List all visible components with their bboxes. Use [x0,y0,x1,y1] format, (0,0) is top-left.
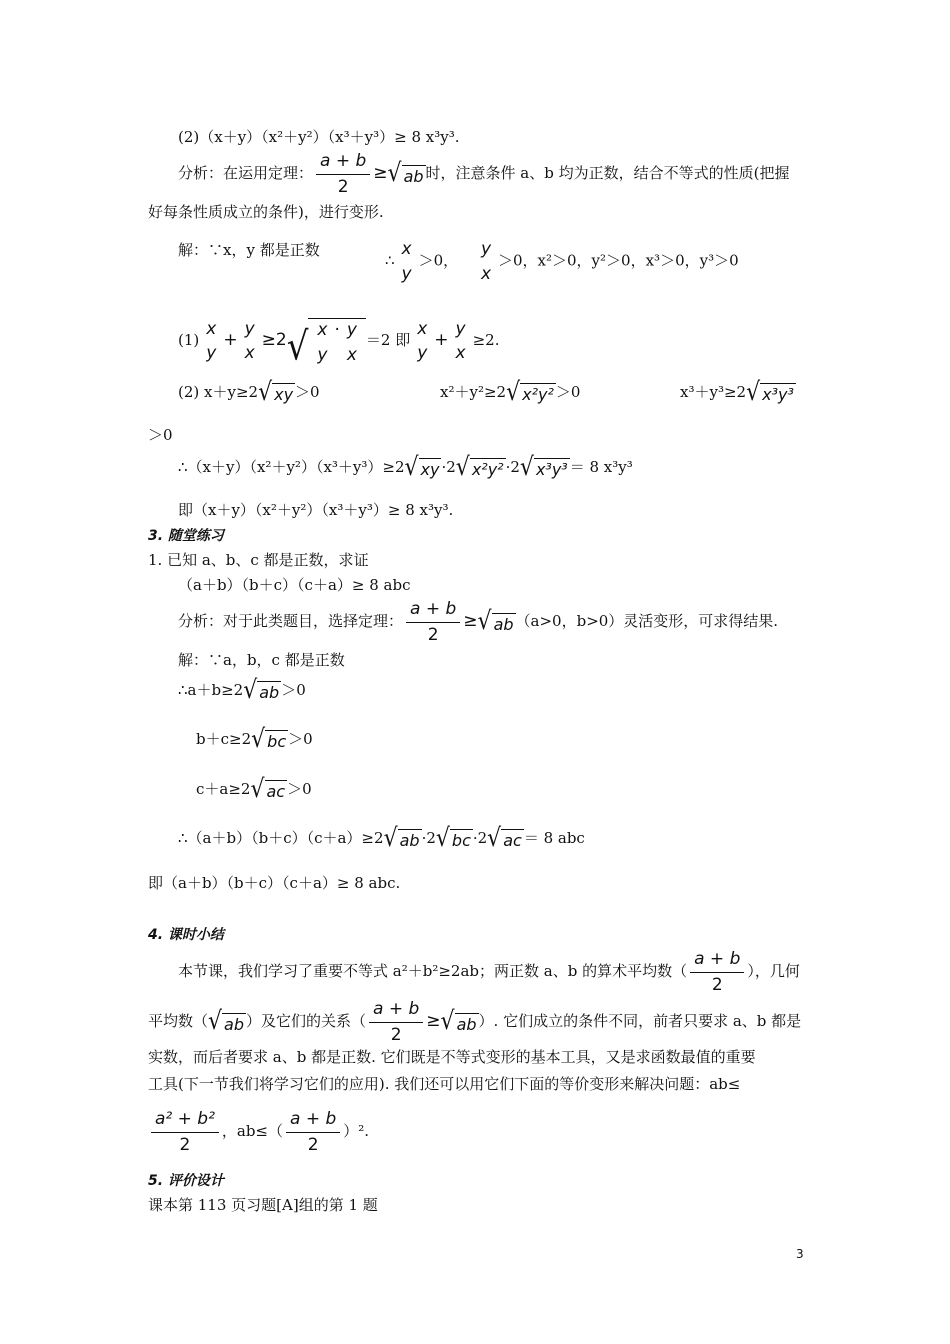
sqrt: √ ab [387,159,424,188]
text-span: ＝ 8 abc [523,829,585,847]
sqrt: √ x y · y x [287,318,366,364]
dot-symbol: · [334,320,340,340]
denominator: 2 [337,176,349,197]
denominator: y [317,344,328,365]
fraction [369,1000,423,1044]
therefore-symbol: ∴ [385,251,395,270]
radicand: x²y² [522,385,554,405]
text-span: 平均数（ [148,1012,209,1031]
text-line [440,378,581,407]
sqrt: √ x³y³ [746,378,794,407]
sqrt: √ x²y² [455,453,504,482]
sqrt: √ ab [477,607,514,636]
numerator: y [455,318,466,339]
fraction [241,320,259,363]
numerator: a + b [316,152,370,175]
radicand: ac [266,782,286,802]
radicand: ab [403,166,424,186]
text-span: ∴（a＋b）（b＋c）（c＋a）≥2 [178,829,384,847]
text-span: ），几何 [747,962,800,981]
text-span: ·2 [505,458,520,476]
denominator: 2 [179,1134,191,1155]
sqrt: √ ab [383,824,420,853]
numerator: a + b [369,1000,423,1023]
text-line [385,240,739,283]
text-span: ＞0， [418,251,459,270]
numerator: a + b [286,1110,340,1133]
sqrt: √ ac [250,775,286,804]
sqrt: √ xy [258,378,294,407]
ge-symbol: ≥ [261,330,276,351]
radicand: x²y² [471,460,504,480]
text-line: 解：∵x，y 都是正数 [178,241,320,259]
text-span: ）². [343,1122,370,1141]
text-span: ·2 [472,829,488,847]
radicand: ab [259,683,280,703]
text-line: （a＋b）（b＋c）（c＋a）≥ 8 abc [178,576,411,594]
sqrt: √ ab [243,676,280,705]
text-line [178,676,306,705]
text-span: 分析：对于此类题目，选择定理： [178,612,404,631]
numerator: y [346,320,357,340]
sqrt: √ ac [487,824,522,853]
fraction [406,600,460,644]
text-line [178,453,633,482]
denominator: y [401,263,412,284]
text-span: ∴a＋b≥2 [178,681,244,699]
numerator: y [480,239,491,259]
text-line: 工具(下一节我们将学习它们的应用). 我们还可以用它们下面的等价变形来解决问题：ab≤ [148,1075,741,1093]
text-line [178,152,789,196]
text-line: (1) x y + y x ≥2 √ x y · y x ＝2 即 x y + y x ≥2. [178,318,500,371]
text-span: (2) x＋y≥2 [178,383,259,401]
text-line: 即（a＋b）（b＋c）（c＋a）≥ 8 abc. [148,874,401,892]
text-span: ＞0 [281,681,306,699]
ge-symbol: ≥ [426,1011,441,1032]
numerator: x [206,318,217,339]
denominator: 2 [427,624,439,645]
text-span: 时，注意条件 a、b 均为正数，结合不等式的性质(把握 [425,164,790,183]
fraction [202,320,220,363]
text-span: ·2 [421,829,436,847]
fraction [316,152,370,196]
ge-symbol: ≥ [373,163,388,184]
denominator: x [480,263,491,284]
text-span: b＋c≥2 [196,730,252,748]
fraction [452,320,470,363]
fraction [690,950,744,994]
sqrt: √ ab [208,1007,245,1036]
text-line: 1. 已知 a、b、c 都是正数，求证 [148,551,369,569]
text-span: x³＋y³≥2 [680,383,747,401]
radicand: ab [493,614,514,634]
text-line: 解：∵a，b，c 都是正数 [178,651,345,669]
denominator: 2 [307,1134,319,1155]
numerator: x [401,239,412,259]
fraction [398,240,416,283]
text-span: ·2 [441,458,456,476]
plus-symbol: + [434,330,449,351]
radicand: xy [274,385,294,405]
numerator: y [244,318,255,339]
text-line [178,950,800,994]
numerator: a² + b² [151,1110,219,1133]
text-line [148,1110,369,1154]
sqrt: √ bc [435,824,471,853]
section-heading: 4. 课时小结 [148,927,224,943]
fraction [477,240,495,283]
radicand: bc [267,732,287,752]
fraction [413,320,431,363]
numerator: x [317,320,328,340]
text-line: 课本第 113 页习题[A]组的第 1 题 [148,1196,378,1214]
text-span: ＞0 [287,780,312,798]
text-span: ）. 它们成立的条件不同，前者只要求 a、b 都是 [478,1012,802,1031]
text-line: 好每条性质成立的条件)，进行变形. [148,203,384,221]
text-line [196,775,312,804]
numerator: a + b [406,600,460,623]
numerator: a + b [690,950,744,973]
sqrt: √ xy [404,453,440,482]
text-line [680,378,796,407]
denominator: y [206,343,217,364]
text-span: (1) [178,331,200,350]
text-span: c＋a≥2 [196,780,251,798]
radicand: ab [224,1014,245,1034]
text-span: ＞0 [555,383,581,401]
text-span: 本节课，我们学习了重要不等式 a²＋b²≥2ab；两正数 a、b 的算术平均数（ [178,962,688,981]
denominator: x [244,343,255,364]
text-line [178,824,585,853]
denominator: x [346,344,357,365]
fraction [313,321,331,364]
text-span: 分析：在运用定理： [178,164,314,183]
text-span: ＝ 8 x³y³ [569,458,633,476]
sqrt: √ x²y² [506,378,554,407]
radicand: x³y³ [762,385,794,405]
text-span: ＞0 [295,383,320,401]
plus-symbol: + [223,330,238,351]
numerator: x [417,318,428,339]
text-span: ）及它们的关系（ [246,1012,367,1031]
denominator: 2 [711,974,723,995]
text-line: 即（x＋y）（x²＋y²）（x³＋y³）≥ 8 x³y³. [178,501,454,519]
text-line [178,378,320,407]
denominator: 2 [390,1024,402,1045]
text-span: ＞0 [288,730,313,748]
radicand: ac [503,831,522,851]
sqrt: √ ab [440,1007,477,1036]
section-heading: 5. 评价设计 [148,1173,224,1189]
radicand: bc [451,831,471,851]
page-number: 3 [796,1247,804,1261]
fraction [286,1110,340,1154]
denominator: x [455,343,466,364]
text-line: (2)（x＋y）（x²＋y²）（x³＋y³）≥ 8 x³y³. [178,128,460,146]
radicand: xy [420,460,440,480]
text-span: （a>0，b>0）灵活变形，可求得结果. [515,612,779,631]
text-line: 实数，而后者要求 a、b 都是正数. 它们既是不等式变形的基本工具，又是求函数最值的重要 [148,1048,756,1066]
radicand: ab [399,831,420,851]
text-span: ＝2 即 [365,331,411,350]
section-heading: 3. 随堂练习 [148,528,224,544]
text-line: ＞0 [148,426,173,444]
text-line [196,725,313,754]
text-span: ，ab≤（ [221,1122,284,1141]
text-line [178,600,778,644]
text-line [148,1000,801,1044]
radicand: ab [456,1014,477,1034]
radicand: x³y³ [535,460,568,480]
fraction [151,1110,219,1154]
sqrt: √ x³y³ [519,453,568,482]
text-span: ＞0，x²＞0，y²＞0，x³＞0，y³＞0 [498,251,739,270]
text-span: ∴（x＋y）（x²＋y²）（x³＋y³）≥2 [178,458,405,476]
text-span: ≥2. [472,331,500,350]
denominator: y [417,343,428,364]
ge-symbol: ≥ [463,611,478,632]
text-span: x²＋y²≥2 [440,383,507,401]
sqrt: √ bc [251,725,287,754]
fraction [343,321,361,364]
